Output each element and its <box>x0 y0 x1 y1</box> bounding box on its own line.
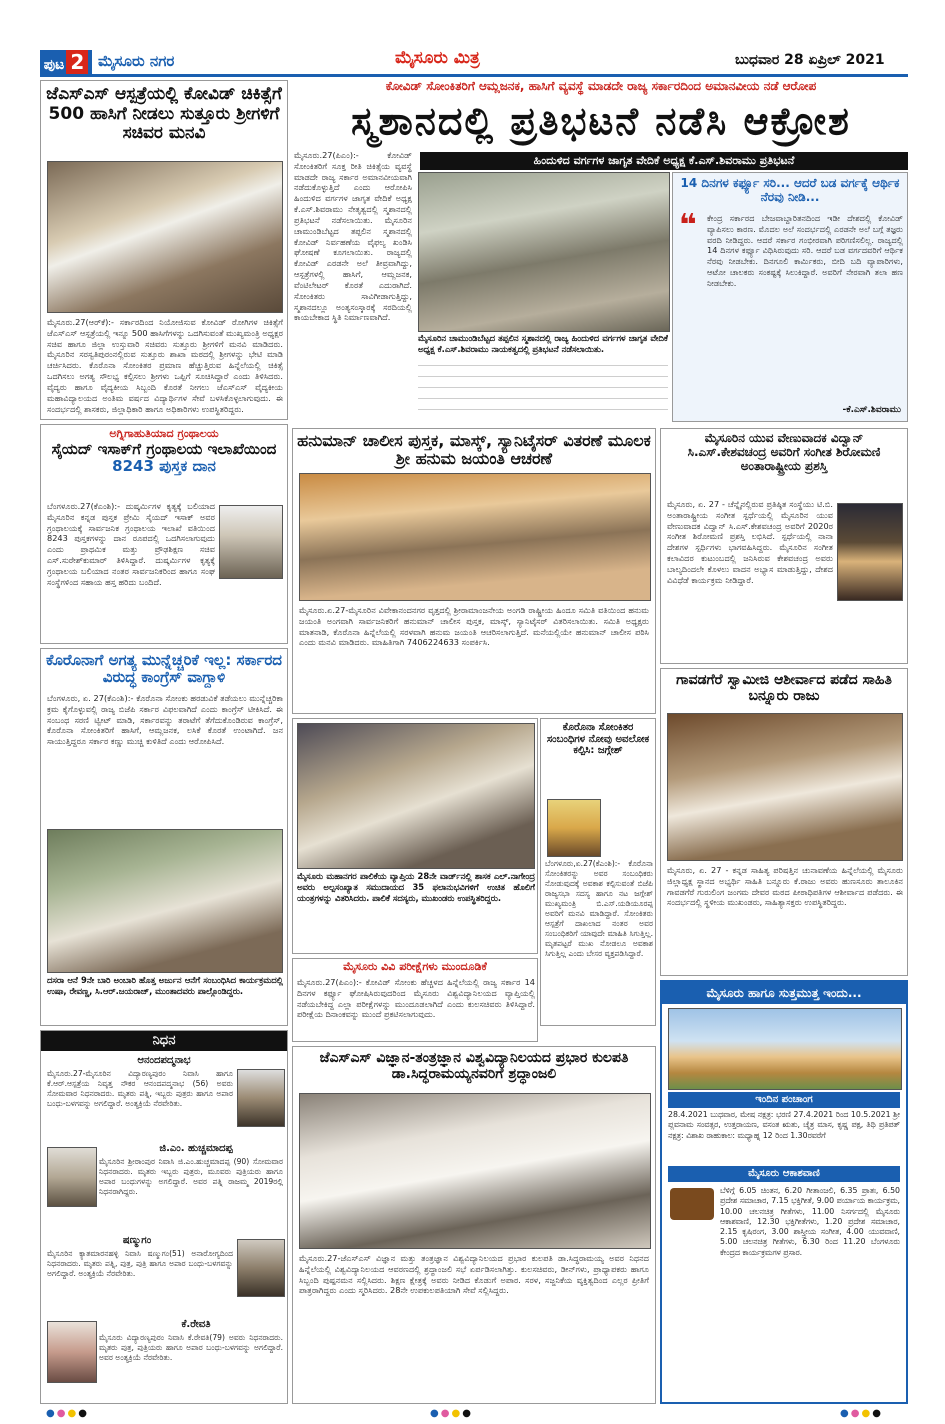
story-body: ಮೈಸೂರು.27-ಜೆಎಸ್‌ಎಸ್ ವಿಜ್ಞಾನ ಮತ್ತು ತಂತ್ರಜ್ಞಾನ ವಿಶ್ವವಿದ್ಯಾನಿಲಯದ ಪ್ರಭಾರ ಕುಲಪತಿ ಡಾ.ಸಿದ್ಧರಾಮಯ್ಯ ಅವರ ನಿಧನದ ಹಿನ್ನೆಲೆಯಲ್ಲಿ ವಿಶ್ವವಿದ್ಯಾನಿಲಯದ ಆವರಣದಲ್ಲಿ ಶ್ರದ್ಧಾಂಜಲಿ ಸಭೆ ಏರ್ಪಡಿಸಲಾಗಿತ್ತು. ಕುಲಸಚಿವರು, ಡೀನ್‌ಗಳು, ಪ್ರಾಧ್ಯಾಪಕರು ಹಾಗೂ ಸಿಬ್ಬಂದಿ ಪುಷ್ಪನಮನ ಸಲ್ಲಿಸಿದರು. ಶಿಕ್ಷಣ ಕ್ಷೇತ್ರಕ್ಕೆ ಅವರು ನೀಡಿದ ಕೊಡುಗೆ ಅಪಾರ. ಸರಳ, ಸಜ್ಜನಿಕೆಯ ವ್ಯಕ್ತಿತ್ವದಿಂದ ಎಲ್ಲರ ಪ್ರೀತಿಗೆ ಪಾತ್ರರಾಗಿದ್ದರು ಎಂದು ಸ್ಮರಿಸಿದರು. 28ನೇ ಉಪಕುಲಪತಿಯಾಗಿ ಸೇವೆ ಸಲ್ಲಿಸಿದ್ದರು. <box>299 1253 649 1296</box>
curfew-signature: -ಕೆ.ಎಸ್.ಶಿವರಾಮು <box>842 405 901 415</box>
obituary-photo <box>47 1321 97 1383</box>
crematorium-body-col1 <box>294 150 414 420</box>
story-body: ಮೈಸೂರು.27(ಆರ್‌ಕೆ):- ಸರ್ಕಾರದಿಂದ ನಿಯೋಜಿಸುವ ಕೋವಿಡ್ ರೋಗಿಗಳ ಚಿಕಿತ್ಸೆಗೆ ಜೆಎಸ್‌ಎಸ್ ಆಸ್ಪತ್ರೆಯಲ್ಲಿ ಇನ್ನೂ 500 ಹಾಸಿಗೆಗಳನ್ನು ಒದಗಿಸುವಂತೆ ಮುಖ್ಯಮಂತ್ರಿ ಅಧ್ಯಕ್ಷರ ಸಚಿವ ಹಾಗೂ ಜಿಲ್ಲಾ ಉಸ್ತುವಾರಿ ಸಚಿವರು ಸುತ್ತೂರು ಶ್ರೀಗಳಿಗೆ ಮನವಿ ಮಾಡಿದರು. ಮೈಸೂರಿನ ಸರಸ್ವತಿಪುರಂನಲ್ಲಿರುವ ಸುತ್ತೂರು ಶಾಖಾ ಮಠದಲ್ಲಿ ಶ್ರೀಗಳನ್ನು ಭೇಟಿ ಮಾಡಿ ಚರ್ಚಿಸಿದರು. ಕೊರೊನಾ ಸೋಂಕಿತರ ಪ್ರಮಾಣ ಹೆಚ್ಚುತ್ತಿರುವ ಹಿನ್ನೆಲೆಯಲ್ಲಿ ಚಿಕಿತ್ಸೆ ಒದಗಿಸಲು ಅಗತ್ಯ ಸೌಲಭ್ಯ ಕಲ್ಪಿಸಲು ಶ್ರೀಗಳು ಒಪ್ಪಿಗೆ ಸೂಚಿಸಿದ್ದಾರೆ ಎಂದು ತಿಳಿಸಿದರು. ವೈದ್ಯರು ಹಾಗೂ ವೈದ್ಯಕೀಯ ಸಿಬ್ಬಂದಿ ಕೊರತೆ ನೀಗಲು ಜೆಎಸ್‌ಎಸ್ ವೈದ್ಯಕೀಯ ಮಹಾವಿದ್ಯಾಲಯದ ಅಂತಿಮ ವರ್ಷದ ವಿದ್ಯಾರ್ಥಿಗಳ ಸೇವೆ ಬಳಸಿಕೊಳ್ಳಲಾಗುವುದು. ಈ ಸಂದರ್ಭದಲ್ಲಿ ಶಾಸಕರು, ಜಿಲ್ಲಾಧಿಕಾರಿ ಹಾಗೂ ಅಧಿಕಾರಿಗಳು ಉಪಸ್ಥಿತರಿದ್ದರು. <box>47 317 283 414</box>
story-university-exam <box>292 958 538 1042</box>
headline: ಸೈಯದ್ ಇಸಾಕ್‌ಗೆ ಗ್ರಂಥಾಲಯ ಇಲಾಖೆಯಿಂದ <box>51 439 277 458</box>
story-musician <box>660 428 908 664</box>
mysore-palace-image <box>668 1008 902 1090</box>
registration-dots-right: ●●●● <box>840 1408 883 1419</box>
page-label: ಪುಟ <box>43 57 65 73</box>
story-body: ಮೈಸೂರು, ಏ. 27 - ಚೆನ್ನೈನಲ್ಲಿರುವ ಪ್ರತಿಷ್ಠಿತ ಸಂಸ್ಥೆಯು ಟಿ.ಬಿ. ಅಂತಾರಾಷ್ಟ್ರೀಯ ಸಂಗೀತ ಸ್ಪರ್ಧೆಯಲ್ಲಿ ಮೈಸೂರಿನ ಯುವ ವೇಣುವಾದಕ ವಿದ್ವಾನ್ ಸಿ.ಎಸ್.ಕೇಶವಚಂದ್ರ ಅವರಿಗೆ 2020ರ ಸಂಗೀತ ಶಿರೋಮಣಿ ಪ್ರಶಸ್ತಿ ಲಭಿಸಿದೆ. ಸ್ಪರ್ಧೆಯಲ್ಲಿ ನಾನಾ ದೇಶಗಳ ಸ್ಪರ್ಧಿಗಳು ಭಾಗವಹಿಸಿದ್ದರು. ಮೈಸೂರಿನ ಸಂಗೀತ ಕಲಾವಿದರ ಕುಟುಂಬದಲ್ಲಿ ಜನಿಸಿರುವ ಕೇಶವಚಂದ್ರ ಅವರು ಬಾಲ್ಯದಿಂದಲೇ ಕೊಳಲು ವಾದನ ಅಭ್ಯಾಸ ಮಾಡುತ್ತಿದ್ದು, ದೇಶದ ವಿವಿಧೆಡೆ ಕಾರ್ಯಕ್ರಮ ನೀಡಿದ್ದಾರೆ. <box>667 499 833 585</box>
musician-photo <box>837 503 903 601</box>
photo-caption: ಮೈಸೂರು ಮಹಾನಗರ ಪಾಲಿಕೆಯ ವ್ಯಾಪ್ತಿಯ 28ನೇ ವಾರ್ಡ್‌ನಲ್ಲಿ ಶಾಸಕ ಎಲ್.ನಾಗೇಂದ್ರ ಅವರು ಅಲ್ಪಸಂಖ್ಯಾತ ಸಮುದಾಯದ 35 ಫಲಾನುಭವಿಗಳಿಗೆ ಉಚಿತ ಹೊಲಿಗೆ ಯಂತ್ರಗಳನ್ನು ವಿತರಿಸಿದರು. ಪಾಲಿಕೆ ಸದಸ್ಯರು, ಮುಖಂಡರು ಉಪಸ್ಥಿತರಿದ್ದರು. <box>297 871 535 903</box>
photo-caption: ಮೈಸೂರಿನ ಚಾಮುಂಡಿಬೆಟ್ಟದ ತಪ್ಪಲಿನ ಸ್ಮಶಾನದಲ್ಲಿ ರಾಜ್ಯ ಹಿಂದುಳಿದ ವರ್ಗಗಳ ಜಾಗೃತ ವೇದಿಕೆ ಅಧ್ಯಕ್ಷ ಕೆ.ಎಸ್.ಶಿವರಾಮು ನಾಯಕತ್ವದಲ್ಲಿ ಪ್ರತಿಭಟನೆ ನಡೆಸಲಾಯಿತು. <box>418 333 668 354</box>
crematorium-kicker <box>294 80 908 100</box>
issue-date: ಬುಧವಾರ 28 ಏಪ್ರಿಲ್ 2021 <box>735 52 885 68</box>
story-congress <box>40 648 288 1026</box>
story-body: ಮೈಸೂರು.ಏ.27-ಮೈಸೂರಿನ ವಿವೇಕಾನಂದನಗರ ವೃತ್ತದಲ್ಲಿ ಶ್ರೀರಾಮಾಂಜನೇಯ ಅಂಗಡಿ ರಾಷ್ಟ್ರೀಯ ಹಿಂದೂ ಸಮಿತಿ ವತಿಯಿಂದ ಹನುಮ ಜಯಂತಿ ಅಂಗವಾಗಿ ಸಾರ್ವಜನಿಕರಿಗೆ ಹನುಮಾನ್ ಚಾಲೀಸ ಪುಸ್ತಕ, ಮಾಸ್ಕ್, ಸ್ಯಾನಿಟೈಸರ್ ವಿತರಿಸಲಾಯಿತು. ಸಮಿತಿ ಅಧ್ಯಕ್ಷರು ಮಾತನಾಡಿ, ಕೊರೊನಾ ಹಿನ್ನೆಲೆಯಲ್ಲಿ ಸರಳವಾಗಿ ಹನುಮ ಜಯಂತಿ ಆಚರಿಸಲಾಗುತ್ತಿದೆ. ಮನೆಯಲ್ಲಿಯೇ ಹನುಮಾನ್ ಚಾಲೀಸ ಪಠಿಸಿ ಎಂದು ಮನವಿ ಮಾಡಿದರು. ಮಾಹಿತಿಗಾಗಿ 7406224633 ಸಂಪರ್ಕಿಸಿ. <box>299 605 649 648</box>
portrait-photo <box>219 505 283 579</box>
headline: ಕೊರೊನಾಗೆ ಅಗತ್ಯ ಮುನ್ನೆಚ್ಚರಿಕೆ ಇಲ್ಲ: ಸರ್ಕಾರದ ವಿರುದ್ಧ ಕಾಂಗ್ರೆಸ್ ವಾಗ್ದಾಳಿ <box>46 651 282 687</box>
obituary-name: ಆನಂದಪದ್ಮನಾಭ <box>137 1055 191 1066</box>
tribute-photo <box>299 1093 651 1249</box>
obituary-name: ಕೆ.ರೇವತಿ <box>181 1319 211 1330</box>
radio-text: ಬೆಳಿಗ್ಗೆ 6.05 ಚಿಂತನ, 6.20 ಗೀತಾಂಜಲಿ, 6.35 ಪ್ರಾತಃ, 6.50 ಪ್ರದೇಶ ಸಮಾಚಾರ, 7.15 ಭಕ್ತಿಗೀತೆ, 9.00 ಪರ್ಯಾಯ ಕಾರ್ಯಕ್ರಮ, 10.00 ಚಲನಚಿತ್ರ ಗೀತೆಗಳು, 11.00 ನಿಸರ್ಗದಲ್ಲಿ ಮೈಸೂರು ಆಕಾಶವಾಣಿ, 12.30 ಭಕ್ತಿಗೀತೆಗಳು, 1.20 ಪ್ರದೇಶ ಸಮಾಚಾರ, 2.15 ಕೃಷಿರಂಗ, 3.00 ಶಾಸ್ತ್ರೀಯ ಸಂಗೀತ, 4.00 ಯುವವಾಣಿ, 5.00 ಚಲನಚಿತ್ರ ಗೀತೆಗಳು, 6.30 ರಿಂದ 11.20 ಬೆಂಗಳೂರು ಕೇಂದ್ರದ ಕಾರ್ಯಕ್ರಮಗಳ ಪ್ರಸಾರ. <box>720 1186 900 1257</box>
header-rule <box>40 74 908 77</box>
curfew-box <box>672 172 908 422</box>
section-title: ಮೈಸೂರು ನಗರ <box>98 52 175 70</box>
sewing-machine-photo <box>297 723 535 869</box>
story-body: ಮೈಸೂರು.27(ಪಿಎಂ):- ಕೋವಿಡ್ ಸೋಂಕಿತರಿಗೆ ಸೂಕ್ತ ರೀತಿ ಚಿಕಿತ್ಸೆಯ ವ್ಯವಸ್ಥೆ ಮಾಡದೇ ರಾಜ್ಯ ಸರ್ಕಾರ ಅಮಾನವೀಯವಾಗಿ ನಡೆದುಕೊಳ್ಳುತ್ತಿದೆ ಎಂದು ಆರೋಪಿಸಿ ಹಿಂದುಳಿದ ವರ್ಗಗಳ ಜಾಗೃತ ವೇದಿಕೆ ಅಧ್ಯಕ್ಷ ಕೆ.ಎಸ್.ಶಿವರಾಮು ನೇತೃತ್ವದಲ್ಲಿ ಸ್ಮಶಾನದಲ್ಲಿ ಪ್ರತಿಭಟನೆ ನಡೆಸಲಾಯಿತು. ಮೈಸೂರಿನ ಚಾಮುಂಡಿಬೆಟ್ಟದ ತಪ್ಪಲಿನ ಸ್ಮಶಾನದಲ್ಲಿ ಕೋವಿಡ್ ನಿರ್ವಹಣೆಯ ವೈಫಲ್ಯ ಖಂಡಿಸಿ ಘೋಷಣೆ ಕೂಗಲಾಯಿತು. ರಾಜ್ಯದಲ್ಲಿ ಕೋವಿಡ್ ಎರಡನೇ ಅಲೆ ತೀವ್ರವಾಗಿದ್ದು, ಆಸ್ಪತ್ರೆಗಳಲ್ಲಿ ಹಾಸಿಗೆ, ಆಮ್ಲಜನಕ, ವೆಂಟಿಲೇಟರ್ ಕೊರತೆ ಎದುರಾಗಿದೆ. ಸೋಂಕಿತರು ಸಾವಿಗೀಡಾಗುತ್ತಿದ್ದು, ಸ್ಮಶಾನದಲ್ಲೂ ಅಂತ್ಯಸಂಸ್ಕಾರಕ್ಕೆ ಸರದಿಯಲ್ಲಿ ಕಾಯಬೇಕಾದ ಸ್ಥಿತಿ ನಿರ್ಮಾಣವಾಗಿದೆ. <box>294 150 412 323</box>
obituary-text: ಮೈಸೂರು.27-ಮೈಸೂರಿನ ವಿದ್ಯಾರಣ್ಯಪುರಂ ನಿವಾಸಿ ಹಾಗೂ ಕೆ.ಆರ್.ಆಸ್ಪತ್ರೆಯ ನಿವೃತ್ತ ನೌಕರ ಆನಂದಪದ್ಮನಾಭ (56) ಅವರು ಸೋಮವಾರ ನಿಧನರಾದರು. ಮೃತರು ಪತ್ನಿ, ಇಬ್ಬರು ಪುತ್ರರು ಹಾಗೂ ಅಪಾರ ಬಂಧು-ಬಳಗವನ್ನು ಅಗಲಿದ್ದಾರೆ. ಅಂತ್ಯಕ್ರಿಯೆ ನೆರವೇರಿತು. <box>47 1069 233 1109</box>
story-jss-hospital <box>40 80 288 420</box>
headline: ಜೆಎಸ್‌ಎಸ್ ವಿಜ್ಞಾನ-ತಂತ್ರಜ್ಞಾನ ವಿಶ್ವವಿದ್ಯಾನಿಲಯದ ಪ್ರಭಾರ ಕುಲಪತಿ ಡಾ.ಸಿದ್ಧರಾಮಯ್ಯನವರಿಗೆ ಶ್ರದ್ಧಾಂಜಲಿ <box>319 1050 629 1083</box>
headline: ಗಾವಡಗೆರೆ ಸ್ವಾಮೀಜಿ ಆಶೀರ್ವಾದ ಪಡೆದ ಸಾಹಿತಿ ಬನ್ನೂರು ರಾಜು <box>676 672 892 705</box>
today-box <box>660 980 908 1404</box>
crematorium-band: ಹಿಂದುಳಿದ ವರ್ಗಗಳ ಜಾಗೃತ ವೇದಿಕೆ ಅಧ್ಯಕ್ಷ ಕೆ.ಎಸ್.ಶಿವರಾಮು ಪ್ರತಿಭಟನೆ <box>420 152 908 170</box>
page-number: 2 <box>66 50 88 74</box>
crematorium-headline: ಸ್ಮಶಾನದಲ್ಲಿ ಪ್ರತಿಭಟನೆ ನಡೆಸಿ ಆಕ್ರೋಶ <box>351 99 851 143</box>
registration-dots-center: ●●●● <box>430 1408 473 1419</box>
headline: ಕೊರೊನಾ ಸೋಂಕಿತರ ಸಂಬಂಧಿಗಳ ನೋವು ಅವಲೋಕ ಕಲ್ಪಿಸಿ: ಜಗ್ಗೇಶ್ <box>546 722 650 756</box>
obituary-photo <box>47 1147 97 1207</box>
story-body: ಬೆಂಗಳೂರು.27(ಕೆಎಂಶಿ):- ದುಷ್ಕರ್ಮಿಗಳ ಕೃತ್ಯಕ್ಕೆ ಬಲಿಯಾದ ಮೈಸೂರಿನ ಕನ್ನಡ ಪುಸ್ತಕ ಪ್ರೇಮಿ ಸೈಯದ್ ಇಸಾಕ್ ಅವರ ಗ್ರಂಥಾಲಯಕ್ಕೆ ಸಾರ್ವಜನಿಕ ಗ್ರಂಥಾಲಯ ಇಲಾಖೆ ವತಿಯಿಂದ 8243 ಪುಸ್ತಕಗಳನ್ನು ದಾನ ರೂಪದಲ್ಲಿ ಒದಗಿಸಲಾಗುವುದು ಎಂದು ಪ್ರಾಥಮಿಕ ಮತ್ತು ಪ್ರೌಢಶಿಕ್ಷಣ ಸಚಿವ ಎಸ್.ಸುರೇಶ್‌ಕುಮಾರ್ ತಿಳಿಸಿದ್ದಾರೆ. ದುಷ್ಕರ್ಮಿಗಳ ಕೃತ್ಯಕ್ಕೆ ಗ್ರಂಥಾಲಯ ಬಲಿಯಾದ ನಂತರ ಸಾರ್ವಜನಿಕರಿಂದ ಹಾಗೂ ಸಂಘ ಸಂಸ್ಥೆಗಳಿಂದ ಸಹಾಯ ಹಸ್ತ ಹರಿದು ಬಂದಿದೆ. <box>47 501 215 587</box>
story-writer <box>660 668 908 976</box>
story-body: ಬೆಂಗಳೂರು,ಏ.27(ಕೆಎಂಶಿ):- ಕೊರೊನಾ ಸೋಂಕಿತರನ್ನು ಅವರ ಸಂಬಂಧಿಕರು ನೋಡುವುದಕ್ಕೆ ಅವಕಾಶ ಕಲ್ಪಿಸುವಂತೆ ಬಿಜೆಪಿ ರಾಜ್ಯಸಭಾ ಸದಸ್ಯ ಹಾಗೂ ನಟ ಜಗ್ಗೇಶ್ ಮುಖ್ಯಮಂತ್ರಿ ಬಿ.ಎಸ್.ಯಡಿಯೂರಪ್ಪ ಅವರಿಗೆ ಮನವಿ ಮಾಡಿದ್ದಾರೆ. ಸೋಂಕಿತರು ಆಸ್ಪತ್ರೆಗೆ ದಾಖಲಾದ ನಂತರ ಅವರ ಸಂಬಂಧಿಕರಿಗೆ ಯಾವುದೇ ಮಾಹಿತಿ ಸಿಗುತ್ತಿಲ್ಲ. ಮೃತಪಟ್ಟರೆ ಮುಖ ನೋಡಲೂ ಅವಕಾಶ ಸಿಗುತ್ತಿಲ್ಲ ಎಂದು ಬೇಸರ ವ್ಯಕ್ತಪಡಿಸಿದ್ದಾರೆ. <box>545 859 653 959</box>
page-number-badge <box>40 50 92 74</box>
curfew-headline: 14 ದಿನಗಳ ಕರ್ಫ್ಯೂ ಸರಿ... ಆದರೆ ಬಡ ವರ್ಗಕ್ಕೆ ಆರ್ಥಿಕ ನೆರವು ನೀಡಿ... <box>680 176 900 204</box>
headline: ಹನುಮಾನ್ ಚಾಲೀಸ ಪುಸ್ತಕ, ಮಾಸ್ಕ್, ಸ್ಯಾನಿಟೈಸರ್ ವಿತರಣೆ ಮೂಲಕ ಶ್ರೀ ಹನುಮ ಜಯಂತಿ ಆಚರಣೆ <box>297 431 651 469</box>
story-library-donation <box>40 424 288 644</box>
crematorium-photo <box>418 172 670 332</box>
obituary-text: ಮೈಸೂರಿನ ಕ್ಯಾತಮಾರನಹಳ್ಳಿ ನಿವಾಸಿ ಷಣ್ಮುಗಂ(51) ಅನಾರೋಗ್ಯದಿಂದ ನಿಧನರಾದರು. ಮೃತರು ಪತ್ನಿ, ಪುತ್ರ, ಪುತ್ರಿ ಹಾಗೂ ಅಪಾರ ಬಂಧು-ಬಳಗವನ್ನು ಅಗಲಿದ್ದಾರೆ. ಅಂತ್ಯಕ್ರಿಯೆ ನೆರವೇರಿತು. <box>47 1249 233 1279</box>
obituary-text: ಮೈಸೂರು ವಿದ್ಯಾರಣ್ಯಪುರಂ ನಿವಾಸಿ ಕೆ.ರೇವತಿ(79) ಅವರು ನಿಧನರಾದರು. ಮೃತರು ಪುತ್ರ, ಪುತ್ರಿಯರು ಹಾಗೂ ಅಪಾರ ಬಂಧು-ಬಳಗವನ್ನು ಅಗಲಿದ್ದಾರೆ. ಅವರ ಅಂತ್ಯಕ್ರಿಯೆ ನೆರವೇರಿತು. <box>99 1333 283 1363</box>
jaggesh-photo <box>547 799 601 857</box>
obituary-name: ಷಣ್ಮುಗಂ <box>122 1235 152 1246</box>
paper-name: ಮೈಸೂರು ಮಿತ್ರ <box>395 48 480 68</box>
story-jaggesh <box>540 718 656 1026</box>
radio-icon <box>670 1188 714 1220</box>
obituary-photo <box>237 1239 285 1297</box>
story-jss-tribute <box>292 1046 656 1404</box>
story-sewing <box>292 718 538 954</box>
crematorium-body-continued <box>418 358 668 418</box>
writer-photo <box>667 713 903 861</box>
kicker: ಅಗ್ನಿಗಾಹುತಿಯಾದ ಗ್ರಂಥಾಲಯ <box>109 427 219 440</box>
photo-caption: ದಸರಾ ಆನೆ 9ನೇ ಬಾರಿ ಅಂಬಾರಿ ಹೊತ್ತ ಅರ್ಜುನ ಆನೆಗೆ ಸಂಬಂಧಿಸಿದ ಕಾರ್ಯಕ್ರಮದಲ್ಲಿ ಉಷಾ, ರೇವಣ್ಣ, ಸಿ.ಆರ್.ಜಯರಾಜ್, ಮುಂತಾದವರು ಪಾಲ್ಗೊಂಡಿದ್ದರು. <box>47 975 283 996</box>
hanuman-photo <box>299 473 651 601</box>
radio-title: ಮೈಸೂರು ಆಕಾಶವಾಣಿ <box>668 1166 900 1182</box>
quote-mark-icon: ❝ <box>679 208 697 243</box>
obituary-text: ಮೈಸೂರಿನ ಶ್ರೀರಾಂಪುರ ನಿವಾಸಿ ಜಿ.ಎಂ.ಹುಚ್ಚಮಾದಪ್ಪ (90) ಸೋಮವಾರ ನಿಧನರಾದರು. ಮೃತರು ಇಬ್ಬರು ಪುತ್ರರು, ಮೂವರು ಪುತ್ರಿಯರು ಹಾಗೂ ಅಪಾರ ಬಂಧುಗಳನ್ನು ಅಗಲಿದ್ದಾರೆ. ಅವರ ಪತ್ನಿ ರಾಜಮ್ಮ 2019ರಲ್ಲಿ ನಿಧನರಾಗಿದ್ದರು. <box>99 1157 283 1197</box>
headline: ಮೈಸೂರಿನ ಯುವ ವೇಣುವಾದಕ ವಿದ್ವಾನ್ ಸಿ.ಎಸ್.ಕೇಶವಚಂದ್ರ ಅವರಿಗೆ ಸಂಗೀತ ಶಿರೋಮಣಿ ಅಂತಾರಾಷ್ಟ್ರೀಯ ಪ್ರಶಸ್ತಿ <box>687 431 881 473</box>
headline: ಮೈಸೂರು ವಿವಿ ಪರೀಕ್ಷೆಗಳು ಮುಂದೂಡಿಕೆ <box>343 960 487 973</box>
protest-photo <box>47 829 283 973</box>
headline: ಜೆಎಸ್‌ಎಸ್ ಆಸ್ಪತ್ರೆಯಲ್ಲಿ ಕೋವಿಡ್ ಚಿಕಿತ್ಸೆಗೆ 500 ಹಾಸಿಗೆ ನೀಡಲು ಸುತ್ತೂರು ಶ್ರೀಗಳಿಗೆ ಸಚಿವರ ಮನವಿ <box>41 81 287 148</box>
story-body: ಬೆಂಗಳೂರು, ಏ. 27(ಕೆಎಂಶಿ):- ಕೊರೊನಾ ಸೋಂಕು ಹರಡುವಿಕೆ ತಡೆಯಲು ಮುನ್ನೆಚ್ಚರಿಕಾ ಕ್ರಮ ಕೈಗೊಳ್ಳುವಲ್ಲಿ ರಾಜ್ಯ ಬಿಜೆಪಿ ಸರ್ಕಾರ ವಿಫಲವಾಗಿದೆ ಎಂದು ಕಾಂಗ್ರೆಸ್ ಟೀಕಿಸಿದೆ. ಈ ಸಂಬಂಧ ಸರಣಿ ಟ್ವೀಟ್ ಮಾಡಿ, ಸರ್ಕಾರವನ್ನು ತರಾಟೆಗೆ ತೆಗೆದುಕೊಂಡಿರುವ ಕಾಂಗ್ರೆಸ್, ಕೊರೊನಾ ಸೋಂಕಿತರಿಗೆ ಹಾಸಿಗೆ, ಆಮ್ಲಜನಕ, ಲಸಿಕೆ ಕೊರತೆ ಉಂಟಾಗಿದೆ. ಜನ ಸಾಯುತ್ತಿದ್ದರೂ ಸರ್ಕಾರ ಕಣ್ಣು ಮುಚ್ಚಿ ಕುಳಿತಿದೆ ಎಂದು ಆರೋಪಿಸಿದೆ. <box>47 693 283 747</box>
today-title: ಮೈಸೂರು ಹಾಗೂ ಸುತ್ತಮುತ್ತ ಇಂದು... <box>662 982 906 1004</box>
obituary-section <box>40 1030 288 1404</box>
kicker: ಕೋವಿಡ್ ಸೋಂಕಿತರಿಗೆ ಆಮ್ಲಜನಕ, ಹಾಸಿಗೆ ವ್ಯವಸ್ಥೆ ಮಾಡದೇ ರಾಜ್ಯ ಸರ್ಕಾರದಿಂದ ಅಮಾನವೀಯ ನಡೆ ಆರೋಪ <box>385 79 817 93</box>
obituary-title: ನಿಧನ <box>41 1031 287 1051</box>
panchanga-text: 28.4.2021 ಬುಧವಾರ, ಮೇಷ ನಕ್ಷತ್ರ: ಭರಣಿ 27.4.2021 ರಿಂದ 10.5.2021 ಶ್ರೀ ಪ್ಲವನಾಮ ಸಂವತ್ಸರ, ಉತ್ತರಾಯಣ, ವಸಂತ ಋತು, ಚೈತ್ರ ಮಾಸ, ಕೃಷ್ಣ ಪಕ್ಷ, ತಿಥಿ ಪ್ರತಿಪತ್ ನಕ್ಷತ್ರ: ವಿಶಾಖ ರಾಹುಕಾಲ: ಮಧ್ಯಾಹ್ನ 12 ರಿಂದ 1.30ರವರೆಗೆ <box>668 1110 900 1140</box>
obituary-name: ಜಿ.ಎಂ. ಹುಚ್ಚಮಾದಪ್ಪ <box>159 1143 233 1154</box>
story-body: ಮೈಸೂರು, ಏ. 27 - ಕನ್ನಡ ಸಾಹಿತ್ಯ ಪರಿಷತ್ತಿನ ಚುನಾವಣೆಯ ಹಿನ್ನೆಲೆಯಲ್ಲಿ ಮೈಸೂರು ಜಿಲ್ಲಾಧ್ಯಕ್ಷ ಸ್ಥಾನದ ಅಭ್ಯರ್ಥಿ ಸಾಹಿತಿ ಬನ್ನೂರು ಕೆ.ರಾಜು ಅವರು ಹುಣಸೂರು ತಾಲೂಕಿನ ಗಾವಡಗೆರೆ ಗುರುಲಿಂಗ ಜಂಗಮ ದೇವರ ಮಠದ ಪೀಠಾಧಿಪತಿಗಳ ಆಶೀರ್ವಾದ ಪಡೆದರು. ಈ ಸಂದರ್ಭದಲ್ಲಿ ಸ್ಥಳೀಯ ಮುಖಂಡರು, ಸಾಹಿತ್ಯಾಸಕ್ತರು ಉಪಸ್ಥಿತರಿದ್ದರು. <box>667 865 903 908</box>
headline-number: 8243 ಪುಸ್ತಕ ದಾನ <box>112 456 216 475</box>
story-hanuman <box>292 428 656 714</box>
registration-dots-left: ●●●● <box>46 1408 89 1419</box>
obituary-photo <box>237 1069 285 1127</box>
jss-hospital-photo <box>47 161 283 313</box>
panchanga-title: ಇಂದಿನ ಪಂಚಾಂಗ <box>668 1092 900 1108</box>
curfew-body: ಕೇಂದ್ರ ಸರ್ಕಾರದ ಬೇಜವಾಬ್ದಾರಿತನದಿಂದ ಇಡೀ ದೇಶದಲ್ಲಿ ಕೋವಿಡ್ ವ್ಯಾಪಿಸಲು ಕಾರಣ. ಮೊದಲ ಅಲೆ ಸಂದರ್ಭದಲ್ಲಿ ಎರಡನೇ ಅಲೆ ಬಗ್ಗೆ ತಜ್ಞರು ವರದಿ ನೀಡಿದ್ದರು. ಆದರೆ ಸರ್ಕಾರ ಗಂಭೀರವಾಗಿ ಪರಿಗಣಿಸಲಿಲ್ಲ. ರಾಜ್ಯದಲ್ಲಿ 14 ದಿನಗಳ ಕರ್ಫ್ಯೂ ವಿಧಿಸಿರುವುದು ಸರಿ. ಆದರೆ ಬಡ ವರ್ಗದವರಿಗೆ ಆರ್ಥಿಕ ನೆರವು ನೀಡಬೇಕು. ದಿನಗೂಲಿ ಕಾರ್ಮಿಕರು, ಬೀದಿ ಬದಿ ವ್ಯಾಪಾರಿಗಳು, ಆಟೋ ಚಾಲಕರು ಸಂಕಷ್ಟಕ್ಕೆ ಸಿಲುಕಿದ್ದಾರೆ. ಅವರಿಗೆ ನೇರವಾಗಿ ತಲಾ ಹಣ ನೀಡಬೇಕು. <box>707 213 903 288</box>
story-body: ಮೈಸೂರು.27(ಪಿಎಂ):- ಕೋವಿಡ್ ಸೋಂಕು ಹೆಚ್ಚಳದ ಹಿನ್ನೆಲೆಯಲ್ಲಿ ರಾಜ್ಯ ಸರ್ಕಾರ 14 ದಿನಗಳ ಕರ್ಫ್ಯೂ ಘೋಷಿಸಿರುವುದರಿಂದ ಮೈಸೂರು ವಿಶ್ವವಿದ್ಯಾನಿಲಯದ ವ್ಯಾಪ್ತಿಯಲ್ಲಿ ನಡೆಯಬೇಕಿದ್ದ ಎಲ್ಲಾ ಪರೀಕ್ಷೆಗಳನ್ನು ಮುಂದೂಡಲಾಗಿದೆ ಎಂದು ಕುಲಸಚಿವರು ತಿಳಿಸಿದ್ದಾರೆ. ಪರೀಕ್ಷೆಯ ದಿನಾಂಕವನ್ನು ಮುಂದೆ ಪ್ರಕಟಿಸಲಾಗುವುದು. <box>297 977 535 1020</box>
